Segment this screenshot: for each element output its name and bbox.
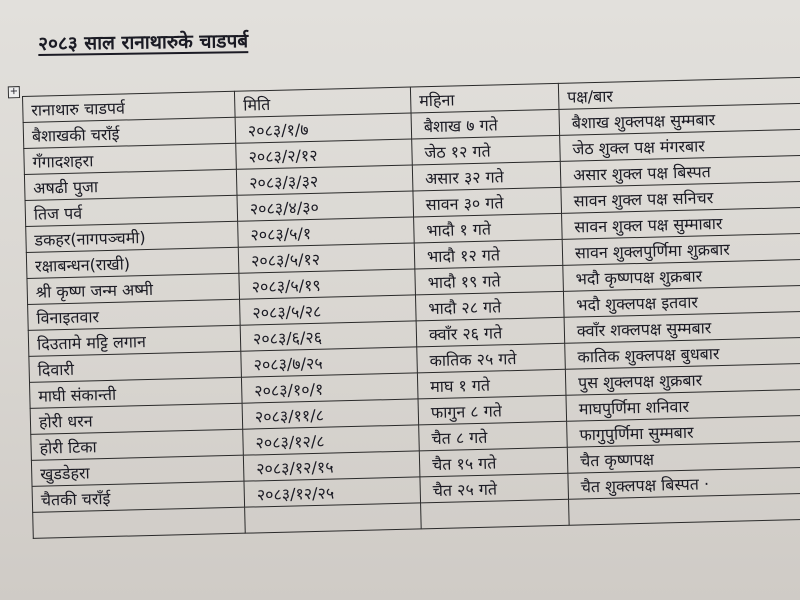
paksha-day-cell: चैत शुक्लपक्ष बिस्पत · [568,467,800,499]
month-cell: क्वाँर २६ गते [416,317,565,347]
month-cell: कातिक २५ गते [417,343,566,373]
month-cell [421,499,570,529]
festival-cell [33,507,246,538]
paksha-day-cell: असार शुक्ल पक्ष बिस्पत [560,155,800,187]
header-paksha-day: पक्ष/बार [558,77,800,109]
month-cell: चैत १५ गते [419,447,568,477]
table-body [23,103,800,538]
month-cell: भादौ १२ गते [414,239,563,269]
date-cell: २०८३/१२/२५ [244,477,421,507]
festival-cell: चैतकी चराँई [32,481,245,512]
month-cell: बैशाख ७ गते [411,109,560,139]
paksha-day-cell: भदौ शुक्लपक्ष इतवार [563,285,800,317]
festival-cell: माघी संकान्ती [29,377,242,408]
date-cell: २०८३/५/१ [238,217,415,247]
paksha-day-cell: चैत कृष्णपक्ष [567,441,800,473]
festival-cell: होरी टिका [31,429,244,460]
paksha-day-cell: भदौ कृष्णपक्ष शुक्रबार [563,259,800,291]
date-cell: २०८३/३/३२ [236,165,413,195]
month-cell: भादौ १ गते [414,213,563,243]
paksha-day-cell: फागुपुर्णिमा सुम्मबार [567,415,800,447]
month-cell: असार ३२ गते [412,161,561,191]
date-cell: २०८३/१२/८ [243,425,420,455]
paksha-day-cell: सावन शुक्लपुर्णिमा शुक्रबार [562,233,800,265]
date-cell: २०८३/५/१२ [238,243,415,273]
date-cell: २०८३/५/२८ [240,295,417,325]
date-cell: २०८३/४/३० [237,191,414,221]
table-move-handle-icon: + [9,86,19,98]
festival-cell: डकहर(नागपञ्चमी) [26,221,239,252]
header-month: महिना [410,83,559,113]
document-title: २०८३ साल रानाथारुके चाडपर्ब [38,30,249,55]
header-festival: रानाथारु चाडपर्व [23,91,236,122]
date-cell: २०८३/१०/१ [241,373,418,403]
month-cell: भादौ १९ गते [415,265,564,295]
paksha-day-cell: सावन शुक्ल पक्ष सुम्माबार [562,207,800,239]
date-cell: २०८३/७/२५ [241,347,418,377]
paksha-day-cell: सावन शुक्ल पक्ष सनिचर [561,181,800,213]
date-cell [245,503,422,533]
month-cell: माघ १ गते [417,369,566,399]
paksha-day-cell: क्वाँर शक्लपक्ष सुम्मबार [564,311,800,343]
paksha-day-cell [569,493,800,525]
paksha-day-cell: पुस शुक्लपक्ष शुक्रबार [565,363,800,395]
festival-cell: बैशाखकी चराँई [23,117,236,148]
month-cell: फागुन ८ गते [418,395,567,425]
date-cell: २०८३/१२/१५ [243,451,420,481]
paksha-day-cell: कातिक शुक्लपक्ष बुधबार [565,337,800,369]
festival-table-container [9,77,800,539]
month-cell: जेठ १२ गते [412,135,561,165]
date-cell: २०८३/१/७ [235,113,412,143]
month-cell: चैत २५ गते [420,473,569,503]
festival-cell: होरी धरन [30,403,243,434]
date-cell: २०८३/६/२६ [240,321,417,351]
date-cell: २०८३/२/१२ [236,139,413,169]
festival-table [22,77,800,539]
paksha-day-cell: जेठ शुक्ल पक्ष मंगरबार [560,129,800,161]
month-cell: भादौ २८ गते [415,291,564,321]
festival-cell: विनाइतवार [28,299,241,330]
month-cell: चैत ८ गते [419,421,568,451]
date-cell: २०८३/११/८ [242,399,419,429]
festival-cell: रक्षाबन्धन(राखी) [26,247,239,278]
paksha-day-cell: बैशाख शुक्लपक्ष सुम्मबार [559,103,800,135]
festival-cell: खुडडेहरा [31,455,244,486]
festival-cell: दिवारी [29,351,242,382]
festival-cell: दिउतामे मट्टि लगान [28,325,241,356]
date-cell: २०८३/५/१९ [239,269,416,299]
festival-cell: अषढी पुजा [24,169,237,200]
festival-cell: गँगादशहरा [24,143,237,174]
month-cell: सावन ३० गते [413,187,562,217]
header-date: मिति [234,87,411,117]
festival-cell: तिज पर्व [25,195,238,226]
festival-cell: श्री कृष्ण जन्म अष्मी [27,273,240,304]
paksha-day-cell: माघपुर्णिमा शनिवार [566,389,800,421]
